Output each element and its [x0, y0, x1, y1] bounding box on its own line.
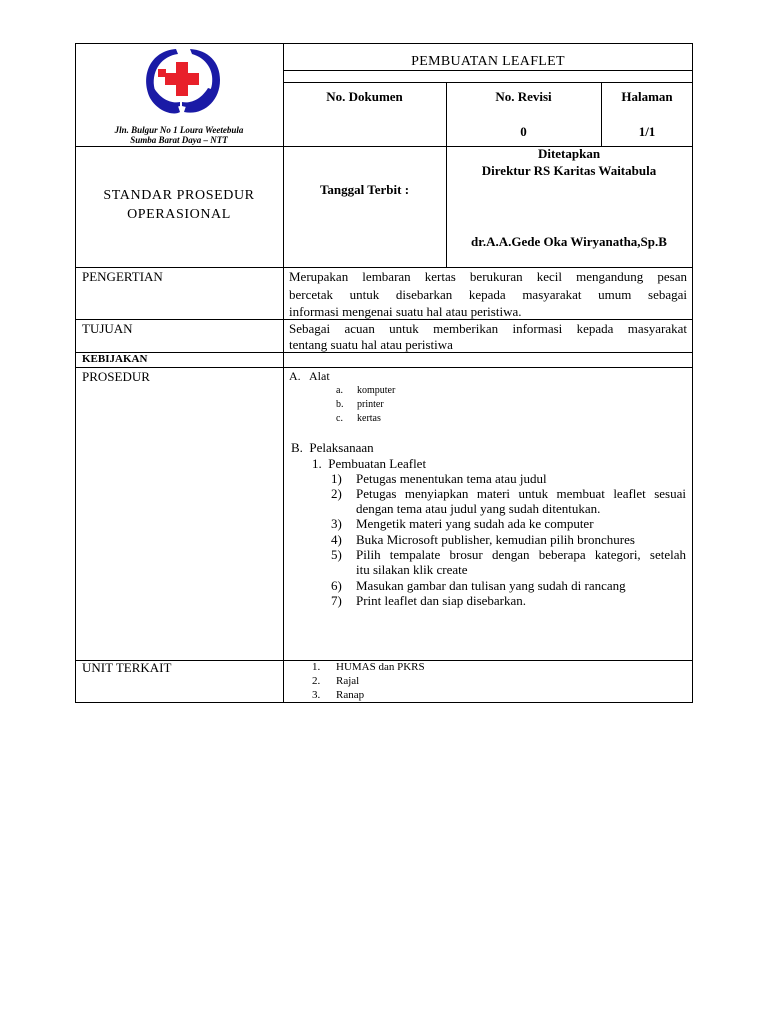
unit-2-marker: 2.: [312, 675, 321, 687]
kebijakan-label: KEBIJAKAN: [82, 353, 148, 365]
step-3-marker: 3): [331, 516, 342, 531]
alat-item-b: printer: [357, 399, 384, 410]
step-6-marker: 6): [331, 578, 342, 593]
unit-3-text: Ranap: [336, 689, 365, 701]
unit-2-text: Rajal: [336, 675, 360, 687]
page-label: Halaman: [621, 89, 673, 104]
logo-cross-notch: [158, 69, 166, 77]
logo-cross-horizontal: [165, 73, 199, 85]
title-underline-2: [283, 82, 693, 83]
director-title: Direktur RS Karitas Waitabula: [481, 163, 657, 178]
step-6-text: Masukan gambar dan tulisan yang sudah di rancang: [356, 578, 626, 593]
step-5-line-2: itu silakan klik create: [356, 562, 468, 577]
alat-heading: A. Alat: [289, 369, 330, 383]
pengertian-line-3: informasi mengenai suatu hal atau peristiwa.: [289, 304, 522, 319]
hospital-logo: [140, 46, 222, 118]
step-7-text: Print leaflet dan siap disebarkan.: [356, 593, 527, 608]
page-value: 1/1: [638, 124, 656, 139]
unit-3-marker: 3.: [312, 689, 321, 701]
document-title: PEMBUATAN LEAFLET: [411, 54, 565, 69]
issue-date-label: Tanggal Terbit :: [319, 182, 410, 197]
step-2-line-1: Petugas menyiapkan materi untuk membuat leaflet sesuai: [356, 486, 686, 501]
sop-title-line-2: OPERASIONAL: [127, 207, 231, 222]
step-5-marker: 5): [331, 547, 342, 562]
step-5-line-1: Pilih tempalate brosur dengan beberapa kategori, setelah: [356, 547, 686, 562]
pengertian-label: PENGERTIAN: [82, 269, 163, 284]
step-2-marker: 2): [331, 486, 342, 501]
unit-terkait-label: UNIT TERKAIT: [82, 660, 172, 675]
unit-1-marker: 1.: [312, 661, 321, 673]
doc-number-label: No. Dokumen: [326, 89, 403, 104]
address-line-1: Jln. Bulgur No 1 Loura Weetebula: [114, 125, 244, 135]
revision-label: No. Revisi: [495, 89, 552, 104]
step-1-text: Petugas menentukan tema atau judul: [356, 471, 547, 486]
tujuan-label: TUJUAN: [82, 321, 133, 336]
alat-item-a: komputer: [357, 385, 396, 396]
step-3-text: Mengetik materi yang sudah ada ke computer: [356, 516, 594, 531]
director-name: dr.A.A.Gede Oka Wiryanatha,Sp.B: [471, 234, 667, 249]
revision-value: 0: [520, 124, 527, 139]
step-7-marker: 7): [331, 593, 342, 608]
table-border-right: [692, 43, 693, 703]
step-4-marker: 4): [331, 532, 342, 547]
row-line-kebijakan: [75, 367, 693, 368]
address-line-2: Sumba Barat Daya – NTT: [130, 135, 228, 145]
prosedur-label: PROSEDUR: [82, 369, 150, 384]
step-4-text: Buka Microsoft publisher, kemudian pilih bronchures: [356, 532, 635, 547]
alat-marker-a: a.: [336, 385, 343, 396]
header-bottom-line: [75, 267, 693, 268]
sub-heading-leaflet: 1. Pembuatan Leaflet: [312, 456, 427, 471]
step-1-marker: 1): [331, 471, 342, 486]
unit-1-text: HUMAS dan PKRS: [336, 661, 425, 673]
column-divider: [283, 43, 284, 703]
pelaksanaan-heading: B. Pelaksanaan: [291, 440, 374, 455]
sop-title-line-1: STANDAR PROSEDUR: [103, 188, 255, 203]
table-border-top: [75, 43, 693, 44]
tujuan-line-1: Sebagai acuan untuk memberikan informasi kepada masyarakat: [289, 321, 687, 336]
set-by-label: Ditetapkan: [537, 146, 601, 161]
alat-item-c: kertas: [357, 413, 381, 424]
step-2-line-2: dengan tema atau judul yang sudah ditentukan.: [356, 501, 601, 516]
alat-marker-b: b.: [336, 399, 344, 410]
pengertian-line-2: bercetak untuk disebarkan kepada masyarakat umum sebagai: [289, 287, 687, 302]
alat-marker-c: c.: [336, 413, 343, 424]
tujuan-line-2: tentang suatu hal atau peristiwa: [289, 337, 453, 352]
title-underline: [283, 70, 693, 71]
pengertian-line-1: Merupakan lembaran kertas berukuran kecil mengandung pesan: [289, 269, 687, 284]
table-border-bottom: [75, 702, 693, 703]
